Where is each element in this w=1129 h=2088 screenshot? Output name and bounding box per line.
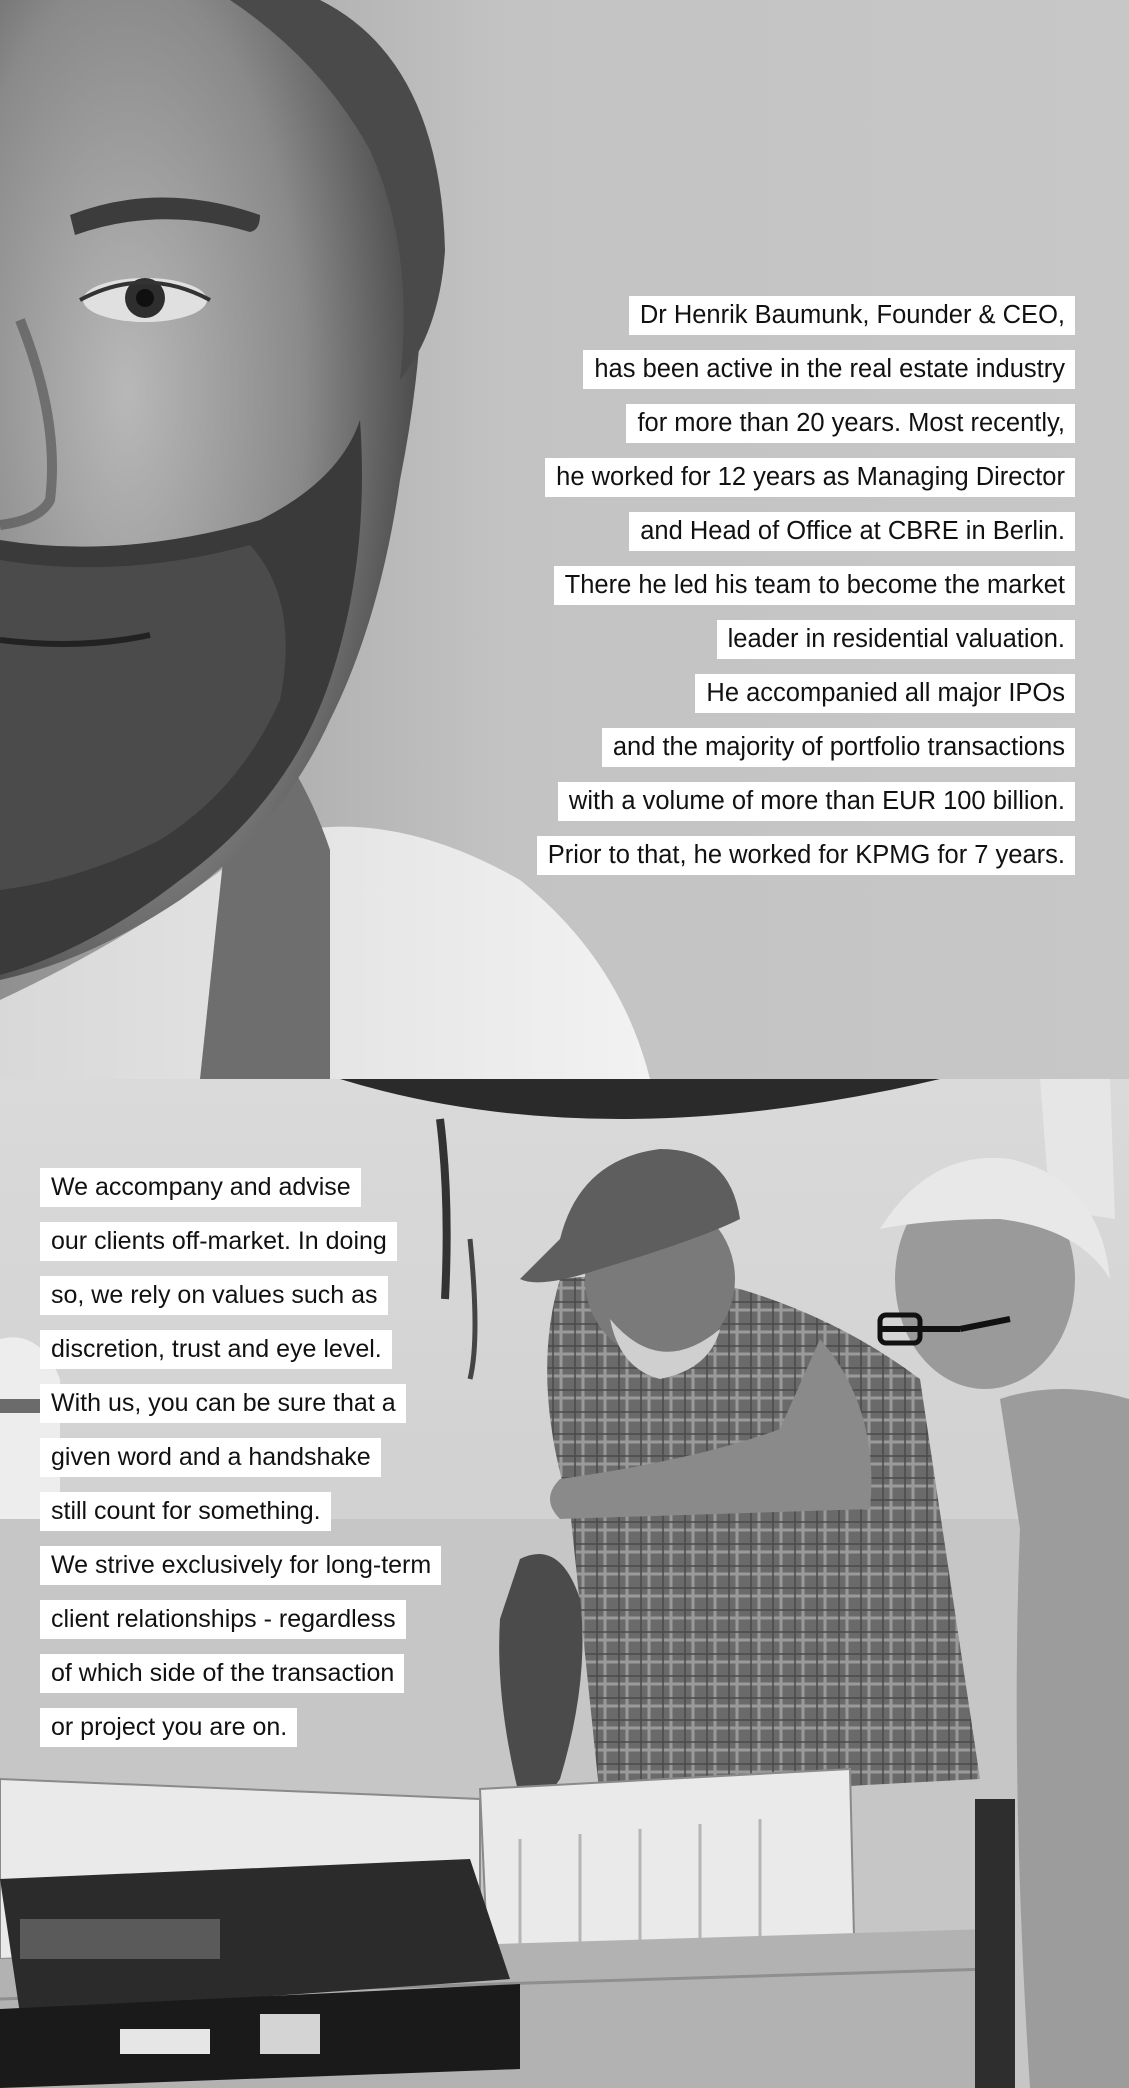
bio-line: There he led his team to become the market [554,566,1075,605]
values-section [0,1079,1129,2088]
founder-bio [537,296,1075,890]
values-line: With us, you can be sure that a [40,1384,406,1423]
bio-line: for more than 20 years. Most recently, [626,404,1075,443]
values-line: still count for something. [40,1492,331,1531]
bio-line: leader in residential valuation. [717,620,1075,659]
bio-line: and Head of Office at CBRE in Berlin. [629,512,1075,551]
values-line: given word and a handshake [40,1438,381,1477]
values-line: or project you are on. [40,1708,297,1747]
bio-line: he worked for 12 years as Managing Director [545,458,1075,497]
values-line: our clients off-market. In doing [40,1222,397,1261]
values-line: discretion, trust and eye level. [40,1330,392,1369]
values-line: We strive exclusively for long-term [40,1546,441,1585]
values-line: so, we rely on values such as [40,1276,388,1315]
bio-line: He accompanied all major IPOs [695,674,1075,713]
bio-line: has been active in the real estate industry [583,350,1075,389]
values-line: client relationships - regardless [40,1600,406,1639]
values-line: of which side of the transaction [40,1654,404,1693]
bio-line: and the majority of portfolio transactions [602,728,1075,767]
bio-line: Dr Henrik Baumunk, Founder & CEO, [629,296,1075,335]
bio-line: with a volume of more than EUR 100 billion. [558,782,1075,821]
bio-line: Prior to that, he worked for KPMG for 7 years. [537,836,1075,875]
values-line: We accompany and advise [40,1168,361,1207]
values-text [40,1168,441,1762]
